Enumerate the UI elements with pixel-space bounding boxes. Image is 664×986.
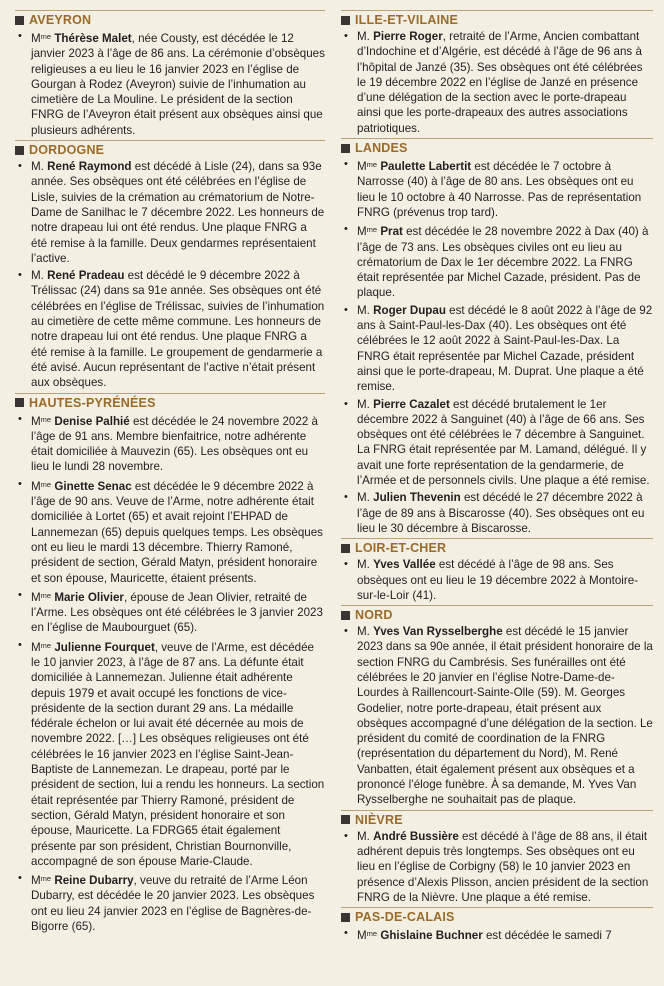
civility-superscript: me [40, 640, 52, 650]
civility-title [31, 874, 51, 887]
civility-superscript: me [366, 225, 378, 235]
bullet-icon: • [18, 588, 22, 601]
deceased-name: Yves Vallée [373, 558, 436, 572]
civility-prefix: M. [357, 30, 370, 43]
obituary-text: est décédée le samedi 7 [482, 929, 612, 943]
section-region: NORD [355, 608, 393, 623]
obituary-text: est décédé à l’âge de 88 ans, il était adhérent depuis très longtemps. Ses obsèques ont eu lieu en l’église de Corbigny (58) le 10 janvier 2023 en présence d’Alexis Plisson, ancien président de la section FNRG de la Nièvre. Une plaque a été remise. [357, 829, 649, 904]
obituary-entry [15, 638, 325, 869]
deceased-name: Marie Olivier [54, 590, 124, 604]
civility-superscript: me [40, 32, 52, 41]
obituary-text: , retraité de l’Arme, Ancien combattant d’Indochine et d’Algérie, est décédé à l’âge de 96 ans à l’hôpital de Janzé (35). Ses obsèques ont été célébrées le 19 décembre 2022 en l’église de Janzé en présence d’une délégation de la section avec le porte-drapeau ainsi que les porte-drapeaux des autres associations patriotiques. [357, 30, 643, 135]
deceased-name: Roger Dupau [373, 303, 446, 317]
bullet-icon: • [344, 223, 348, 236]
obituary-text: , née Cousty, est décédée le 12 janvier 2023 à l’âge de 86 ans. La cérémonie d’obsèques religieuses a eu lieu le 16 janvier 2023 en l’église de Gourgan à Rodez (Aveyron) suivie de l’inhumation au cimetière de La Mouline. Le président de la section FNRG de l’Aveyron était présent aux obsèques ainsi que plusieurs adhérents. [31, 32, 325, 137]
obituary-text: , épouse de Jean Olivier, retraité de l’Arme. Les obsèques ont été célébrées le 3 janvier 2023 en l’église de Maubourguet (65). [31, 590, 323, 635]
civility-title [357, 225, 377, 238]
civility-prefix: M. [31, 160, 44, 174]
obituary-text: , veuve du retraité de l’Arme Léon Dubarry, est décédée le 20 janvier 2023. Les obsèques ont eu lieu 24 janvier 2023 en l’église de Bagnères-de-Bigorre (65). [31, 874, 315, 934]
civility-prefix: M [31, 32, 41, 45]
deceased-name: Paulette Labertit [380, 160, 472, 174]
deceased-name: André Bussière [373, 829, 459, 843]
civility-title [357, 558, 370, 571]
deceased-name: Reine Dubarry [54, 874, 134, 888]
civility-title [31, 591, 51, 604]
obituary-text: est décédé le 8 août 2022 à l’âge de 92 ans à Saint-Paul-les-Dax (40). Les obsèques ont été célébrées le 12 août 2022 à Saint-Paul-les-Dax. La FNRG était représentée par Michel Cazade, président ainsi que le porte-drapeau, M. Duprat. Une plaque a été remise. [357, 303, 653, 394]
section-heading [15, 393, 325, 410]
deceased-name: Pierre Cazalet [373, 397, 450, 411]
bullet-icon: • [18, 872, 22, 885]
obituary-entry [15, 268, 325, 390]
civility-title [357, 929, 377, 942]
civility-superscript: me [366, 160, 378, 170]
section-heading [341, 810, 653, 827]
bullet-icon: • [344, 491, 348, 504]
deceased-name: René Raymond [47, 160, 132, 174]
deceased-name: Thérèse Malet [54, 32, 132, 45]
bullet-icon: • [344, 158, 348, 171]
civility-title [357, 398, 370, 411]
section-square-icon [341, 544, 350, 553]
bullet-icon: • [344, 927, 348, 940]
civility-prefix: M. [357, 491, 370, 505]
bullet-icon: • [18, 30, 22, 42]
obituary-entry [15, 412, 325, 475]
civility-superscript: me [40, 590, 52, 600]
civility-prefix: M. [357, 829, 370, 843]
bullet-icon: • [344, 397, 348, 410]
civility-title [31, 415, 51, 428]
obituary-entry [15, 477, 325, 586]
civility-prefix: M [357, 929, 367, 943]
obituary-text: est décédé à Lisle (24), dans sa 93e année. Ses obsèques ont été célébrées en l’église de Lisle, suivies de la crémation au crématorium de Notre-Dame de Sanilhac le 7 décembre 2022. Les honneurs de notre drapeau lui ont été rendus. Une plaque FNRG a été remise à la famille. Deux gendarmes représentaient l’active. [31, 160, 325, 265]
civility-prefix: M. [357, 625, 370, 639]
section-region: PAS-DE-CALAIS [355, 910, 455, 925]
obituary-text: est décédée le 28 novembre 2022 à Dax (40) à l’âge de 73 ans. Les obsèques civiles ont eu lieu au crématorium de Dax le 1er décembre 2022. La FNRG était représentée par Michel Cazade, président. Pas de plaque. [357, 225, 649, 300]
obituary-entry [341, 157, 653, 220]
civility-prefix: M [31, 414, 41, 428]
bullet-icon: • [344, 303, 348, 316]
civility-title [31, 641, 51, 654]
section-heading [15, 140, 325, 157]
civility-title [31, 32, 51, 45]
obituary-entry [341, 490, 653, 536]
obituary-text: , veuve de l’Arme, est décédée le 10 janvier 2023, à l’âge de 87 ans. La défunte était domiciliée à Lannemezan. Julienne était adhérente depuis 1979 et avait occupé les fonctions de vice-présidente de la section durant 29 ans. La médaille fédérale échelon or lui avait été décernée au mois de novembre 2022. […] Les obsèques religieuses ont été célébrées le 16 janvier 2023 en l’église Saint-Jean-Baptiste de Lannemezan. Le drapeau, porté par le président de section, lui a rendu les honneurs. La section était représentée par Thierry Ramoné, président de section, Gérald Matyn, président honoraire et son épouse, Mauricette. La FDRG65 était également présente par son président, Christian Bournonville, accompagné de son épouse Marie-Claude. [31, 640, 325, 868]
section-region: HAUTES-PYRÉNÉES [29, 395, 156, 410]
deceased-name: Ghislaine Buchner [380, 929, 483, 943]
section-square-icon [15, 16, 24, 25]
section-region: LOIR-ET-CHER [355, 541, 447, 556]
civility-prefix: M [357, 160, 367, 174]
obituary-text: est décédé le 9 décembre 2022 à Trélissac (24) dans sa 91e année. Ses obsèques ont été célébrées en l’église de Trélissac, suivies de l’inhumation au cimetière de cette même commune. Les honneurs de notre drapeau lui ont été rendus. Une plaque FNRG a été remise à la famille. Le groupement de gendarmerie a été avisé. Aucun représentant de l’active n’était présent aux obsèques. [31, 269, 325, 390]
obituary-entry [15, 29, 325, 138]
civility-title [31, 269, 44, 282]
deceased-name: Yves Van Rysselberghe [373, 625, 503, 639]
bullet-icon: • [18, 412, 22, 425]
obituary-entry [341, 926, 653, 943]
section-square-icon [15, 398, 24, 407]
obituary-entry [15, 871, 325, 934]
section-square-icon [341, 913, 350, 922]
deceased-name: Prat [380, 225, 403, 239]
obituary-text: est décédé brutalement le 1er décembre 2022 à Sanguinet (40) à l’âge de 66 ans. Ses obsèques ont été célébrées le 7 décembre à Sanguinet. La FNRG était représentée par M. Lamand, délégué. Il y avait une forte représentation de la gendarmerie, de l’Armée et de personnels civils. Une plaque a été remise. [357, 397, 650, 488]
obituary-entry [15, 159, 325, 266]
section-region: AVEYRON [29, 13, 92, 27]
bullet-icon: • [344, 30, 348, 42]
civility-prefix: M [31, 640, 41, 654]
section-region: DORDOGNE [29, 143, 105, 158]
civility-prefix: M [31, 590, 41, 604]
obituary-entry [341, 222, 653, 300]
obituary-text: est décédée le 24 novembre 2022 à l’âge de 91 ans. Membre bienfaitrice, notre adhérente était domiciliée à Mauvezin (65). Les obsèques ont eu lieu le lundi 28 novembre. [31, 414, 318, 474]
civility-prefix: M. [357, 397, 370, 411]
civility-superscript: me [366, 929, 378, 939]
civility-title [357, 304, 370, 317]
section-region: NIÈVRE [355, 812, 403, 827]
section-heading [341, 538, 653, 555]
obituary-text: est décédée le 7 octobre à Narrosse (40) à l’âge de 80 ans. Les obsèques ont eu lieu le 10 octobre à 40 Narrosse. Pas de représentation FNRG (prévenus trop tard). [357, 160, 642, 219]
obituary-entry [341, 29, 653, 136]
bullet-icon: • [18, 269, 22, 282]
bullet-icon: • [344, 558, 348, 571]
section-square-icon [341, 611, 350, 620]
obituary-entry [341, 397, 653, 489]
civility-prefix: M. [357, 558, 370, 572]
section-heading [341, 605, 653, 622]
section-heading [341, 138, 653, 155]
section-heading [341, 10, 653, 27]
deceased-name: Pierre Roger [373, 30, 443, 43]
section-square-icon [341, 16, 350, 25]
civility-title [357, 30, 370, 43]
section-square-icon [341, 144, 350, 153]
civility-title [31, 480, 51, 493]
civility-superscript: me [40, 479, 52, 489]
bullet-icon: • [18, 638, 22, 651]
obituary-entry [341, 557, 653, 603]
section-square-icon [341, 815, 350, 824]
bullet-icon: • [18, 477, 22, 490]
civility-superscript: me [40, 874, 52, 884]
section-square-icon [15, 146, 24, 155]
civility-superscript: me [40, 414, 52, 424]
civility-title [357, 160, 377, 173]
bullet-icon: • [344, 829, 348, 842]
deceased-name: Denise Palhié [54, 414, 130, 428]
obituary-text: est décédée le 9 décembre 2022 à l’âge de 90 ans. Veuve de l’Arme, notre adhérente était domiciliée à Lortet (65) et avait rejoint l’EHPAD de Lannemezan (65) depuis quelques temps. Les obsèques ont eu lieu le mardi 13 décembre. Thierry Ramoné, président de section, Gérald Matyn, président honoraire et son épouse, Mauricette, étaient présents. [31, 479, 323, 585]
deceased-name: Julien Thevenin [373, 491, 461, 505]
obituary-text: est décédé à l’âge de 98 ans. Ses obsèques ont eu lieu le 19 décembre 2022 à Montoire-sur-le-Loir (41). [357, 558, 639, 602]
obituary-text: est décédé le 27 décembre 2022 à l’âge de 89 ans à Biscarosse (40). Ses obsèques ont eu lieu le 30 décembre à Biscarosse. [357, 491, 645, 535]
civility-prefix: M. [357, 303, 370, 317]
obituary-entry [341, 829, 653, 905]
section-heading [15, 10, 325, 27]
civility-title [31, 160, 44, 173]
civility-prefix: M [357, 225, 367, 239]
right-column [341, 10, 653, 945]
civility-title [357, 830, 370, 843]
obituary-entry [15, 588, 325, 636]
section-region: ILLE-ET-VILAINE [355, 13, 458, 27]
civility-prefix: M [31, 479, 41, 493]
section-heading [341, 907, 653, 924]
bullet-icon: • [344, 625, 348, 638]
obituary-text: est décédé le 15 janvier 2023 dans sa 90e année, il était président honoraire de la section FNRG du Cambrésis. Ses funérailles ont été célébrées le 20 janvier en l’église Notre-Dame-de-Lourdes à Raillencourt-Sainte-Olle (59). M. Georges Godelier, notre porte-drapeau, était présent aux obsèques accompagné d’une délégation de la section. Le président du comité de coordination de la FNRG (représentation du département du Nord), M. René Vanbatten, était également présent aux obsèques et a prononcé l’éloge funèbre. À sa demande, M. Yves Van Rysselberghe ne souhaitait pas de plaque. [357, 625, 653, 807]
obituary-entry [341, 303, 653, 395]
section-region: LANDES [355, 141, 408, 156]
civility-prefix: M [31, 874, 41, 888]
deceased-name: Ginette Senac [54, 479, 132, 493]
civility-prefix: M. [31, 269, 44, 283]
bullet-icon: • [18, 160, 22, 173]
civility-title [357, 491, 370, 504]
deceased-name: René Pradeau [47, 269, 125, 283]
deceased-name: Julienne Fourquet [54, 640, 155, 654]
civility-title [357, 625, 370, 638]
obituary-entry [341, 624, 653, 808]
left-column [15, 10, 325, 936]
